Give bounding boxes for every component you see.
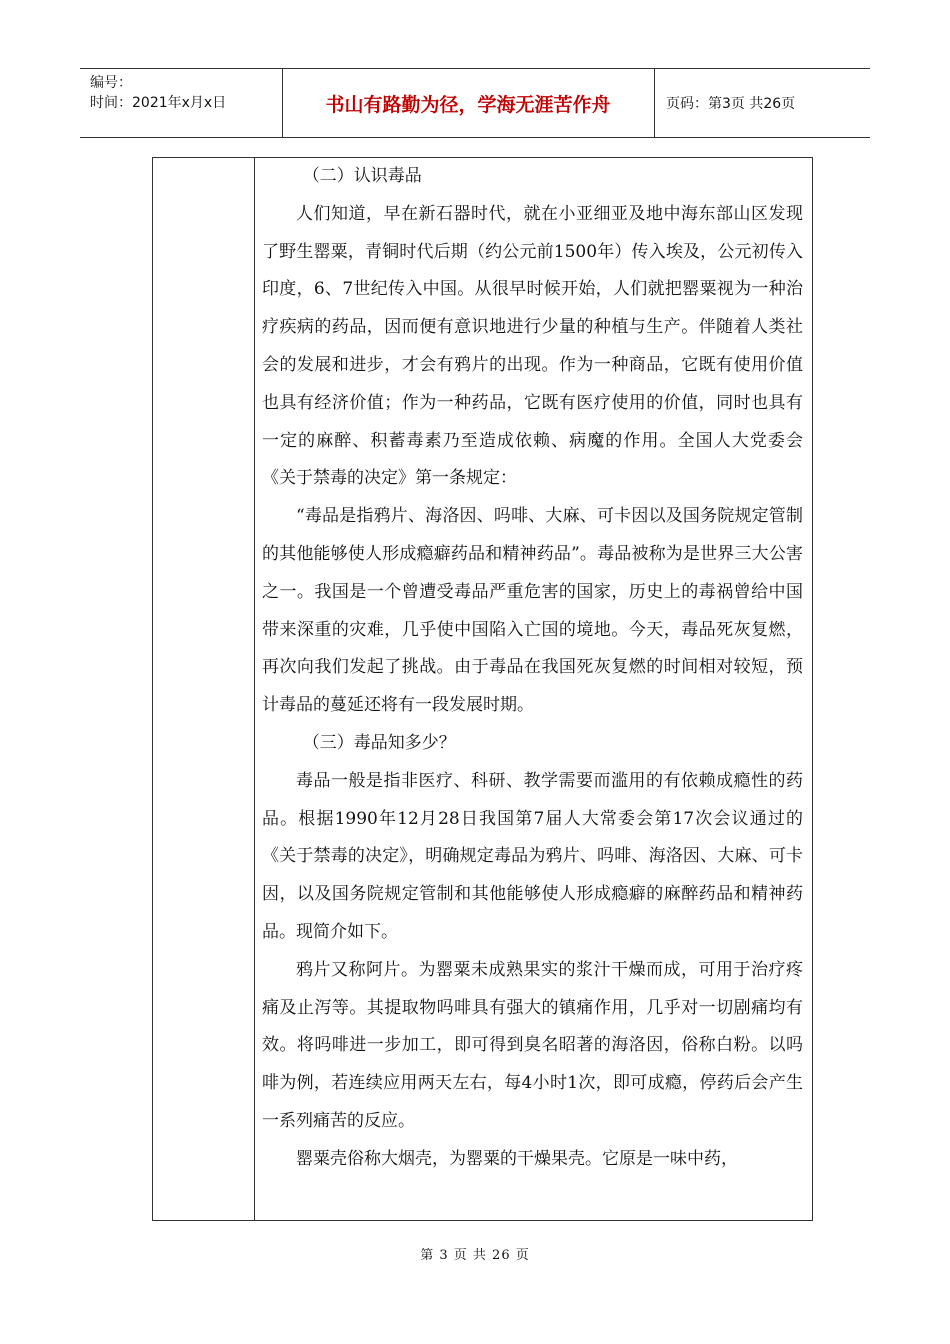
page-footer: 第 3 页 共 26 页 — [420, 1248, 530, 1263]
paragraph-4: 鸦片又称阿片。为罂粟未成熟果实的浆汁干燥而成，可用于治疗疼痛及止泻等。其提取物吗啡具有强大的镇痛作用，几乎对一切剧痛均有效。将吗啡进一步加工，即可得到臭名昭著的海洛因，俗称白粉。以吗啡为例，若连续应用两天左右，每4小时1次，即可成瘾，停药后会产生一系列痛苦的反应。 — [262, 959, 803, 1131]
paragraph-3: 毒品一般是指非医疗、科研、教学需要而滥用的有依赖成瘾性的药品。根据1990年12月28日我国第7届人大常委会第17次会议通过的《关于禁毒的决定》，明确规定毒品为鸦片、吗啡、海洛因、大麻、可卡因，以及国务院规定管制和其他能够使人形成瘾癖的麻醉药品和精神药品。现简介如下。 — [262, 770, 803, 942]
content-table — [152, 157, 813, 1221]
header-table — [80, 68, 870, 138]
section-heading-2: （二）认识毒品 — [302, 166, 422, 186]
date-label: 时间：2021年x月x日 — [90, 95, 227, 111]
header-page-label: 页码：第3页 共26页 — [666, 96, 796, 112]
paragraph-5: 罂粟壳俗称大烟壳，为罂粟的干燥果壳。它原是一味中药， — [296, 1148, 738, 1169]
paragraph-1: 人们知道，早在新石器时代，就在小亚细亚及地中海东部山区发现了野生罂粟，青铜时代后期（约公元前1500年）传入埃及，公元初传入印度，6、7世纪传入中国。从很早时候开始，人们就把罂粟视为一种治疗疾病的药品，因而便有意识地进行少量的种植与生产。伴随着人类社会的发展和进步，才会有鸦片的出现。作为一种商品，它既有使用价值也具有经济价值；作为一种药品，它既有医疗使用的价值，同时也具有一定的麻醉、积蓄毒素乃至造成依赖、病魔的作用。全国人大党委会《关于禁毒的决定》第一条规定： — [262, 203, 803, 489]
section-heading-3: （三）毒品知多少？ — [302, 732, 456, 753]
paragraph-2: “毒品是指鸦片、海洛因、吗啡、大麻、可卡因以及国务院规定管制的其他能够使人形成瘾癖药品和精神药品”。毒品被称为是世界三大公害之一。我国是一个曾遭受毒品严重危害的国家，历史上的毒祸曾给中国带来深重的灾难，几乎使中国陷入亡国的境地。今天，毒品死灰复燃，再次向我们发起了挑战。由于毒品在我国死灰复燃的时间相对较短，预计毒品的蔓延还将有一段发展时期。 — [262, 506, 803, 716]
header-motto: 书山有路勤为径，学海无涯苦作舟 — [325, 93, 611, 116]
content-cell — [262, 158, 803, 1179]
table-column-divider — [254, 158, 255, 1220]
number-label: 编号： — [90, 75, 132, 91]
header-divider-2 — [654, 69, 655, 137]
header-left-cell — [90, 73, 226, 113]
